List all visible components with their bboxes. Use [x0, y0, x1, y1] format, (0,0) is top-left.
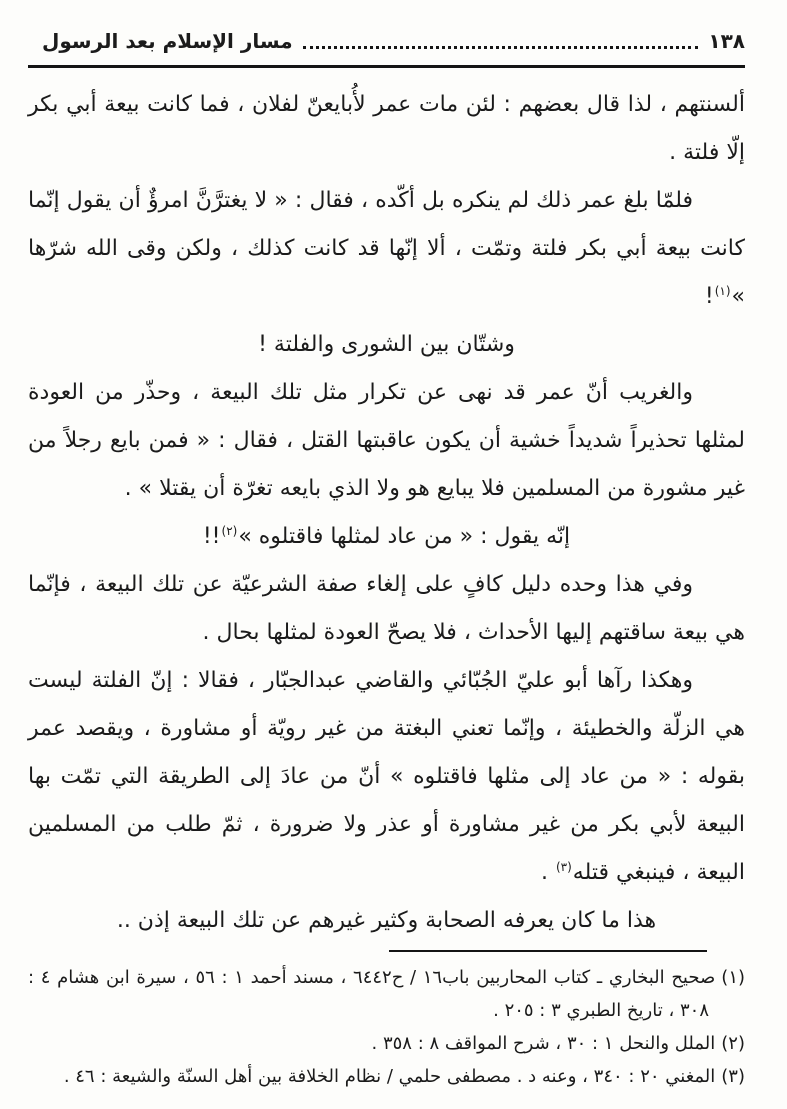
header-dot-leader: [303, 46, 699, 49]
page-body: [28, 81, 745, 945]
running-title: مسار الإسلام بعد الرسول: [42, 29, 293, 53]
footnote-2: [28, 1027, 745, 1060]
paragraph-1: ألسنتهم ، لذا قال بعضهم : لئن مات عمر لأُبايعنّ لفلان ، فما كانت بيعة أبي بكر إلّا فلتة .: [28, 92, 745, 165]
footnote-2-text: الملل والنحل ١ : ٣٠ ، شرح المواقف ٨ : ٣٥٨ .: [371, 1033, 716, 1054]
paragraph-7-tail: .: [540, 860, 555, 885]
footnote-1: [28, 961, 745, 1027]
paragraph-5: [28, 513, 745, 561]
page-number: ١٣٨: [708, 29, 745, 53]
paragraph-7: [28, 657, 745, 897]
footnote-3-marker: (٣): [721, 1066, 745, 1087]
footnote-ref-1: (١): [714, 283, 731, 298]
paragraph-8: هذا ما كان يعرفه الصحابة وكثير غيرهم عن تلك البيعة إذن ..: [116, 908, 657, 933]
page-header: [28, 26, 745, 56]
footnote-3: [28, 1060, 745, 1093]
footnote-ref-3: (٣): [555, 859, 572, 874]
footnotes-section: [28, 950, 745, 1093]
paragraph-5-text: إنّه يقول : « من عاد لمثلها فاقتلوه »: [238, 524, 571, 549]
footnote-1-marker: (١): [721, 967, 746, 988]
paragraph-6: وفي هذا وحده دليل كافٍ على إلغاء صفة الشرعيّة عن تلك البيعة ، فإنّما هي بيعة ساقتهم إليها الأحداث ، فلا يصحّ العودة لمثلها بحال .: [28, 572, 745, 645]
footnote-3-text: المغني ٢٠ : ٣٤٠ ، وعنه د . مصطفى حلمي / نظام الخلافة بين أهل السنّة والشيعة : ٤٦ .: [63, 1066, 716, 1087]
footnote-2-marker: (٢): [721, 1033, 745, 1054]
paragraph-2-text: فلمّا بلغ عمر ذلك لم ينكره بل أكّده ، فقال : « لا يغترَّنَّ امرؤٌ أن يقول إنّما كانت بيعة أبي بكر فلتة وتمّت ، ألا إنّها قد كانت كذلك ، ولكن وقى الله شرّها »: [28, 188, 745, 309]
paragraph-2-tail: !: [704, 284, 714, 309]
paragraph-7-text: وهكذا رآها أبو عليّ الجُبّائي والقاضي عبدالجبّار ، فقالا : إنّ الفلتة ليست هي الزلّة والخطيئة ، وإنّما تعني البغتة من غير رويّة أو مشاورة ، ويقصد عمر بقوله : « من عاد إلى مثلها فاقتلوه » أنّ من عادَ إلى الطريقة التي تمّت بها البيعة لأبي بكر من غير مشاورة أو عذر ولا ضرورة ، ثمّ طلب من المسلمين البيعة ، فينبغي قتله: [28, 668, 745, 885]
paragraph-3: وشتّان بين الشورى والفلتة !: [258, 332, 515, 357]
footnote-1-text: صحيح البخاري ـ كتاب المحاربين باب١٦ / ح٦٤٤٢ ، مسند أحمد ١ : ٥٦ ، سيرة ابن هشام ٤ : ٣٠٨ ، تاريخ الطبري ٣ : ٢٠٥ .: [28, 967, 716, 1021]
paragraph-4: والغريب أنّ عمر قد نهى عن تكرار مثل تلك البيعة ، وحذّر من العودة لمثلها تحذيراً شديداً خشية أن يكون عاقبتها القتل ، فقال : « فمن بايع رجلاً من غير مشورة من المسلمين فلا يبايع هو ولا الذي بايعه تغرّة أن يقتلا » .: [28, 380, 745, 501]
header-rule: [28, 65, 745, 68]
paragraph-5-tail: !!: [202, 524, 221, 549]
footnote-ref-2: (٢): [221, 523, 238, 538]
paragraph-2: [28, 177, 745, 321]
footnote-separator-rule: [389, 950, 707, 952]
